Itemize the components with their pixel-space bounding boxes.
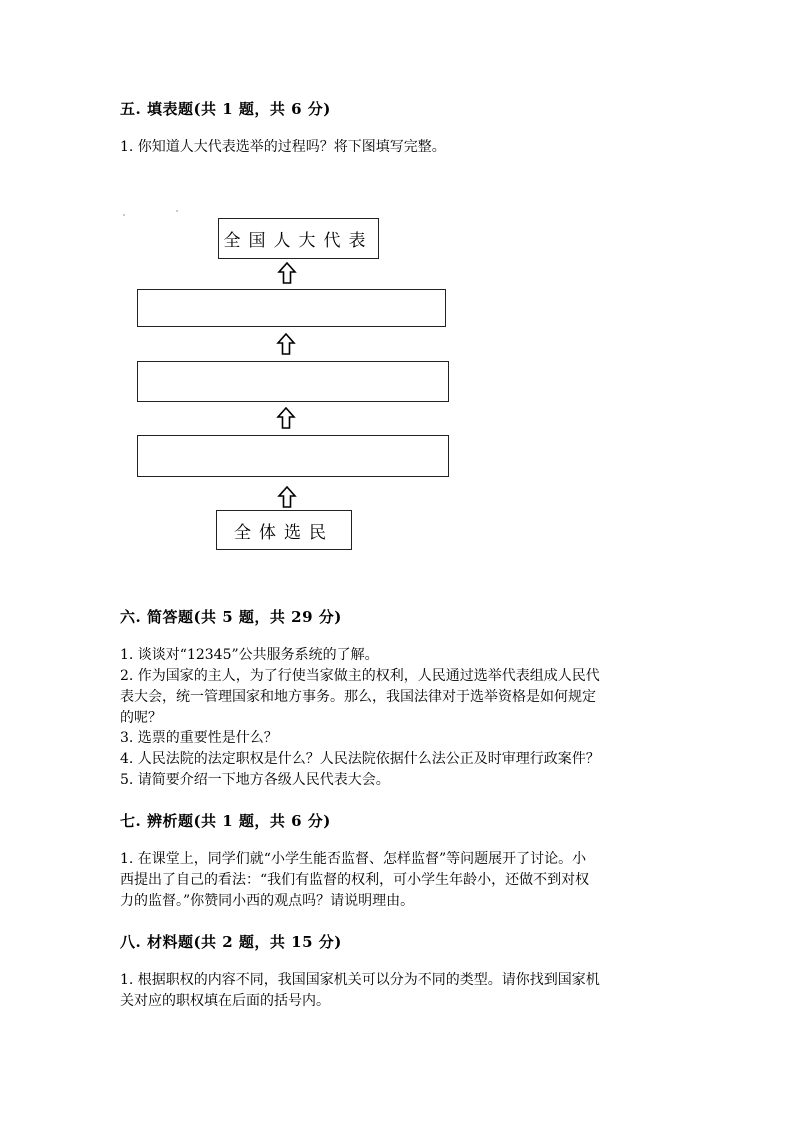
diagram-blank-box-3[interactable] [137,435,449,477]
section-6-line: 4. 人民法院的法定职权是什么？人民法院依据什么法公正及时审理行政案件？ [120,751,600,767]
section-6-line: 表大会，统一管理国家和地方事务。那么，我国法律对于选举资格是如何规定 [120,689,596,705]
section-8-line: 关对应的职权填在后面的括号内。 [120,993,330,1009]
section-6-line: 的呢？ [120,710,162,726]
section-6-line: 2. 作为国家的主人，为了行使当家做主的权利，人民通过选举代表组成人民代 [120,668,600,684]
section-6-title: 六. 简答题(共 5 题，共 29 分) [120,608,342,626]
diagram-box-national-deputies: 全国人大代表 [218,218,379,259]
section-5-title: 五. 填表题(共 1 题，共 6 分) [120,100,331,118]
section-5-question-1: 1. 你知道人大代表选举的过程吗？将下图填写完整。 [120,139,446,155]
diagram-blank-box-1[interactable] [137,289,446,327]
section-6-line: 5. 请简要介绍一下地方各级人民代表大会。 [120,772,390,788]
section-7-title: 七. 辨析题(共 1 题，共 6 分) [120,812,331,830]
section-6-line: 1. 谈谈对“12345”公共服务系统的了解。 [120,647,379,663]
section-8-line: 1. 根据职权的内容不同，我国国家机关可以分为不同的类型。请你找到国家机 [120,972,600,988]
up-arrow-icon [276,407,296,429]
section-7-line: 西提出了自己的看法：“我们有监督的权利，可小学生年龄小，还做不到对权 [120,872,590,888]
diagram-blank-box-2[interactable] [137,361,449,402]
diagram-box-all-voters: 全体选民 [216,510,352,550]
scan-speck [176,210,178,212]
section-7-line: 力的监督。”你赞同小西的观点吗？请说明理由。 [120,893,415,909]
up-arrow-icon [277,262,297,284]
section-8-title: 八. 材料题(共 2 题，共 15 分) [120,933,342,951]
section-6-line: 3. 选票的重要性是什么？ [120,730,278,746]
section-7-line: 1. 在课堂上，同学们就“小学生能否监督、怎样监督”等问题展开了讨论。小 [120,851,587,867]
up-arrow-icon [277,486,297,508]
up-arrow-icon [276,333,296,355]
scan-speck [123,214,125,216]
